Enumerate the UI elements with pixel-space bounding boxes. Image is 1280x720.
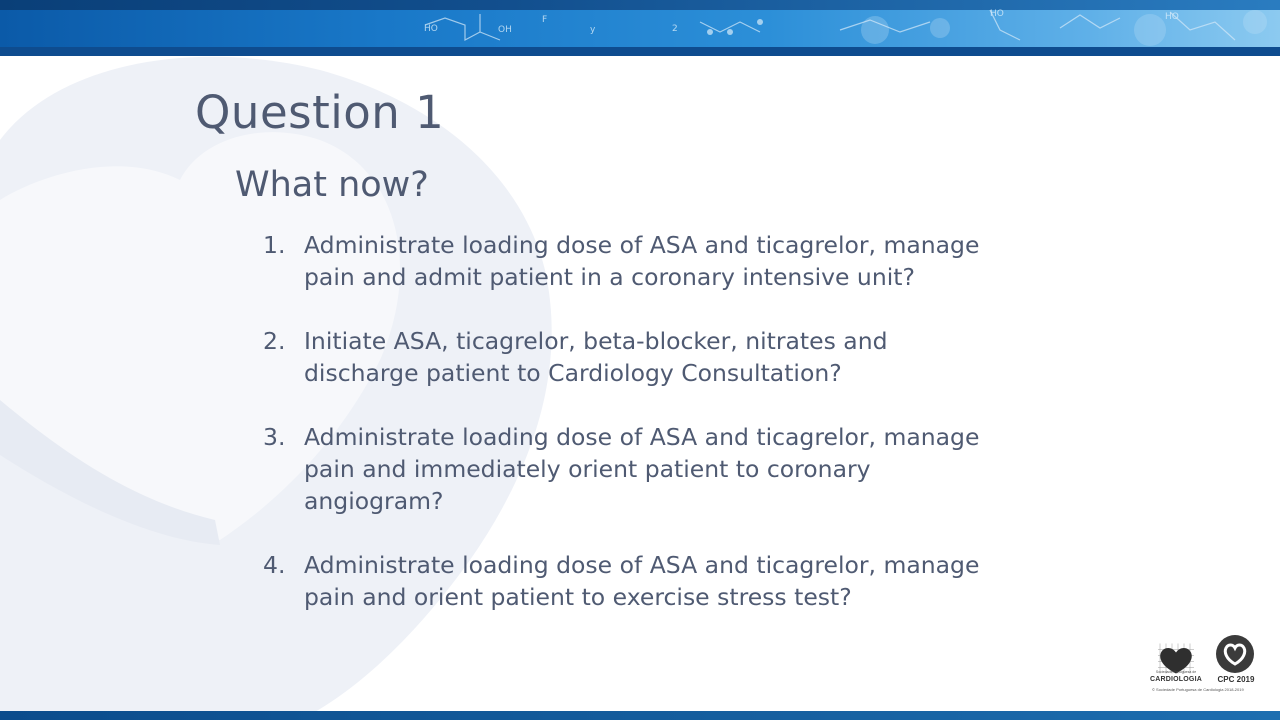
banner-bottom-rule — [0, 47, 1280, 56]
svg-text:HO: HO — [990, 9, 1004, 19]
answer-option — [263, 421, 983, 517]
logo-footer-text: © Sociedade Portuguesa de Cardiologia 2018-2019 — [1152, 687, 1244, 692]
slide-title: Question 1 — [195, 86, 445, 139]
svg-text:OH: OH — [498, 25, 512, 35]
option-number: 2. — [263, 327, 286, 355]
option-number: 1. — [263, 231, 286, 259]
svg-text:y: y — [590, 25, 596, 35]
option-text: Administrate loading dose of ASA and ticagrelor, manage pain and immediately orient patient to coronary angiogram? — [304, 423, 980, 515]
answer-option — [263, 325, 983, 389]
header-banner — [0, 0, 1280, 56]
cpc-heart-logo-icon — [1216, 635, 1254, 673]
sponsor-logos — [1150, 632, 1265, 694]
svg-text:2: 2 — [672, 24, 678, 34]
spc-logo-small-text: Sociedade Portuguesa de — [1155, 670, 1197, 674]
cpc-logo-text: CPC 2019 — [1217, 675, 1255, 684]
svg-text:HO: HO — [1165, 12, 1179, 22]
option-text: Initiate ASA, ticagrelor, beta-blocker, nitrates and discharge patient to Cardiology Consultation? — [304, 327, 888, 387]
slide-subtitle: What now? — [235, 165, 429, 205]
answer-options-list — [263, 229, 983, 645]
option-text: Administrate loading dose of ASA and ticagrelor, manage pain and admit patient in a coronary intensive unit? — [304, 231, 980, 291]
option-number: 3. — [263, 423, 286, 451]
svg-text:F: F — [542, 15, 548, 25]
svg-text:HO: HO — [424, 24, 438, 34]
footer-strip — [0, 711, 1280, 720]
option-number: 4. — [263, 551, 286, 579]
spc-logo-text: CARDIOLOGIA — [1150, 676, 1202, 683]
answer-option — [263, 549, 983, 613]
answer-option — [263, 229, 983, 293]
option-text: Administrate loading dose of ASA and ticagrelor, manage pain and orient patient to exercise stress test? — [304, 551, 980, 611]
